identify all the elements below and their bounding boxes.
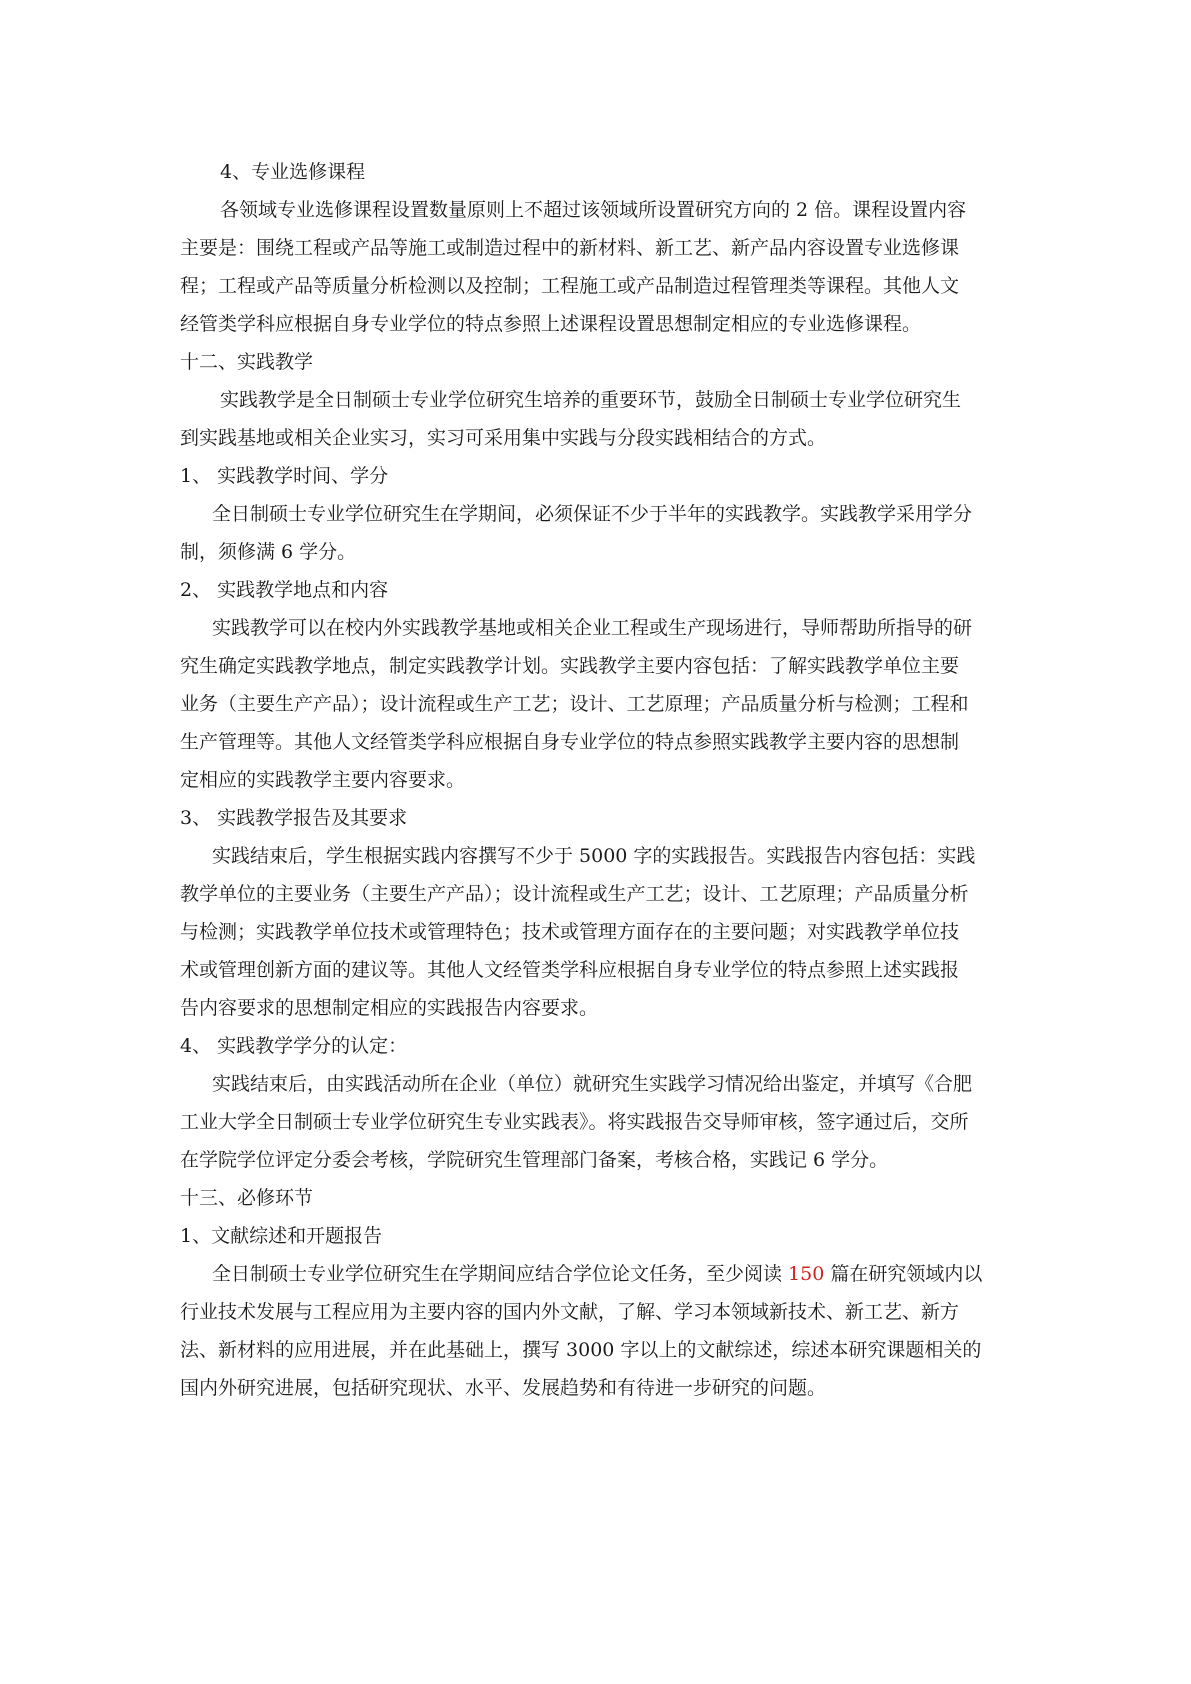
subsection-12-1-heading-line bbox=[0, 456, 1191, 496]
highlighted-number: 150 bbox=[788, 1263, 825, 1285]
paragraph-text: 生产管理等。其他人文经管类学科应根据自身专业学位的特点参照实践教学主要内容的思想制 bbox=[180, 731, 960, 753]
paragraph-text: 业务（主要生产产品）；设计流程或生产工艺；设计、工艺原理；产品质量分析与检测；工程和 bbox=[180, 693, 969, 715]
paragraph-text: 国内外研究进展，包括研究现状、水平、发展趋势和有待进一步研究的问题。 bbox=[180, 1377, 827, 1399]
paragraph-line bbox=[0, 418, 1191, 458]
paragraph-text: 工业大学全日制硕士专业学位研究生专业实践表》。将实践报告交导师审核，签字通过后，交所 bbox=[180, 1111, 969, 1133]
paragraph-text-part: 篇在研究领域内以 bbox=[824, 1263, 983, 1285]
subsection-12-3-heading: 3、 实践教学报告及其要求 bbox=[180, 807, 408, 829]
paragraph-line bbox=[0, 304, 1191, 344]
paragraph-line bbox=[0, 836, 1191, 876]
paragraph-text: 实践结束后，学生根据实践内容撰写不少于 5000 字的实践报告。实践报告内容包括：实践 bbox=[212, 845, 976, 867]
paragraph-text: 制，须修满 6 学分。 bbox=[180, 541, 357, 563]
paragraph-line bbox=[0, 1292, 1191, 1332]
paragraph-text-part: 全日制硕士专业学位研究生在学期间应结合学位论文任务，至少阅读 bbox=[212, 1263, 789, 1285]
section-12-heading-line bbox=[0, 342, 1191, 382]
paragraph-line bbox=[0, 874, 1191, 914]
paragraph-line bbox=[0, 760, 1191, 800]
paragraph-text: 全日制硕士专业学位研究生在学期间，必须保证不少于半年的实践教学。实践教学采用学分 bbox=[212, 503, 973, 525]
paragraph-text: 告内容要求的思想制定相应的实践报告内容要求。 bbox=[180, 997, 599, 1019]
subsection-12-1-heading: 1、 实践教学时间、学分 bbox=[180, 465, 389, 487]
paragraph-text: 与检测；实践教学单位技术或管理特色；技术或管理方面存在的主要问题；对实践教学单位技 bbox=[180, 921, 960, 943]
paragraph-text: 实践教学可以在校内外实践教学基地或相关企业工程或生产现场进行，导师帮助所指导的研 bbox=[212, 617, 973, 639]
paragraph-text: 教学单位的主要业务（主要生产产品）；设计流程或生产工艺；设计、工艺原理；产品质量分析 bbox=[180, 883, 969, 905]
paragraph-text: 定相应的实践教学主要内容要求。 bbox=[180, 769, 466, 791]
paragraph-line bbox=[0, 532, 1191, 572]
paragraph-line bbox=[0, 1064, 1191, 1104]
paragraph-text: 法、新材料的应用进展，并在此基础上，撰写 3000 字以上的文献综述，综述本研究课题相关的 bbox=[180, 1339, 982, 1361]
paragraph-line bbox=[0, 1102, 1191, 1142]
paragraph-text: 在学院学位评定分委会考核，学院研究生管理部门备案，考核合格，实践记 6 学分。 bbox=[180, 1149, 889, 1171]
paragraph-line bbox=[0, 266, 1191, 306]
paragraph-line bbox=[0, 988, 1191, 1028]
paragraph-line bbox=[0, 608, 1191, 648]
paragraph-line bbox=[0, 684, 1191, 724]
paragraph-line bbox=[0, 190, 1191, 230]
paragraph-text: 究生确定实践教学地点，制定实践教学计划。实践教学主要内容包括：了解实践教学单位主要 bbox=[180, 655, 960, 677]
paragraph-line bbox=[0, 722, 1191, 762]
paragraph-line bbox=[0, 1330, 1191, 1370]
paragraph-text: 行业技术发展与工程应用为主要内容的国内外文献，了解、学习本领域新技术、新工艺、新方 bbox=[180, 1301, 960, 1323]
paragraph-text: 主要是：围绕工程或产品等施工或制造过程中的新材料、新工艺、新产品内容设置专业选修课 bbox=[180, 237, 960, 259]
paragraph-line bbox=[0, 912, 1191, 952]
paragraph-line bbox=[0, 646, 1191, 686]
paragraph-line bbox=[0, 1254, 1191, 1294]
paragraph-text: 各领域专业选修课程设置数量原则上不超过该领域所设置研究方向的 2 倍。课程设置内容 bbox=[220, 199, 967, 221]
section-12-heading: 十二、实践教学 bbox=[180, 351, 314, 373]
paragraph-line bbox=[0, 380, 1191, 420]
subsection-12-2-heading-line bbox=[0, 570, 1191, 610]
paragraph-line bbox=[0, 494, 1191, 534]
paragraph-text: 术或管理创新方面的建议等。其他人文经管类学科应根据自身专业学位的特点参照上述实践报 bbox=[180, 959, 960, 981]
paragraph-line bbox=[0, 228, 1191, 268]
section-13-heading: 十三、必修环节 bbox=[180, 1187, 314, 1209]
paragraph-text: 经管类学科应根据自身专业学位的特点参照上述课程设置思想制定相应的专业选修课程。 bbox=[180, 313, 922, 335]
paragraph-text: 到实践基地或相关企业实习，实习可采用集中实践与分段实践相结合的方式。 bbox=[180, 427, 827, 449]
paragraph-text: 程；工程或产品等质量分析检测以及控制；工程施工或产品制造过程管理类等课程。其他人文 bbox=[180, 275, 960, 297]
section-4-heading-line bbox=[0, 152, 1191, 192]
paragraph-text bbox=[212, 1254, 982, 1294]
paragraph-text: 实践教学是全日制硕士专业学位研究生培养的重要环节，鼓励全日制硕士专业学位研究生 bbox=[220, 389, 962, 411]
subsection-12-4-heading-line bbox=[0, 1026, 1191, 1066]
subsection-12-4-heading: 4、 实践教学学分的认定： bbox=[180, 1035, 408, 1057]
paragraph-text: 实践结束后，由实践活动所在企业（单位）就研究生实践学习情况给出鉴定，并填写《合肥 bbox=[212, 1073, 973, 1095]
subsection-12-3-heading-line bbox=[0, 798, 1191, 838]
subsection-13-1-heading: 1、文献综述和开题报告 bbox=[180, 1225, 383, 1247]
subsection-12-2-heading: 2、 实践教学地点和内容 bbox=[180, 579, 389, 601]
section-13-heading-line bbox=[0, 1178, 1191, 1218]
section-4-heading: 4、专业选修课程 bbox=[220, 161, 366, 183]
paragraph-line bbox=[0, 950, 1191, 990]
paragraph-line bbox=[0, 1140, 1191, 1180]
subsection-13-1-heading-line bbox=[0, 1216, 1191, 1256]
paragraph-line bbox=[0, 1368, 1191, 1408]
